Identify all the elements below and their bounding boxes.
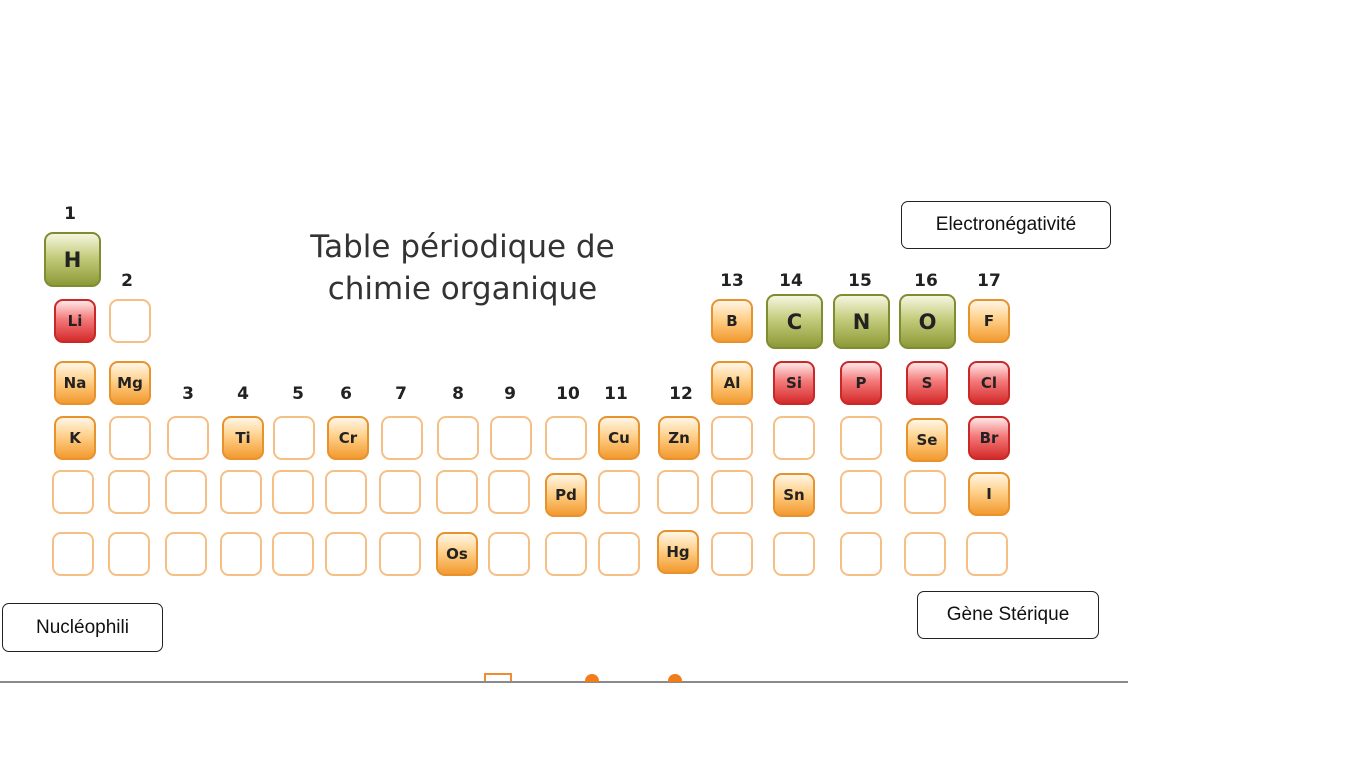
empty-cell — [545, 532, 587, 576]
element-ti: Ti — [222, 416, 264, 460]
empty-cell — [325, 532, 367, 576]
group-label: 16 — [914, 271, 938, 291]
empty-cell — [165, 532, 207, 576]
nucleophile-box: Nucléophili — [2, 603, 163, 652]
empty-cell — [379, 532, 421, 576]
empty-cell — [598, 470, 640, 514]
empty-cell — [108, 532, 150, 576]
empty-cell — [773, 416, 815, 460]
empty-cell — [488, 470, 530, 514]
group-label: 1 — [64, 204, 76, 224]
element-n: N — [833, 294, 890, 349]
empty-cell — [545, 416, 587, 460]
element-li: Li — [54, 299, 96, 343]
element-pd: Pd — [545, 473, 587, 517]
element-na: Na — [54, 361, 96, 405]
empty-cell — [52, 532, 94, 576]
group-label: 10 — [556, 384, 580, 404]
group-label: 2 — [121, 271, 133, 291]
element-mg: Mg — [109, 361, 151, 405]
chart-title — [300, 226, 625, 310]
empty-cell — [381, 416, 423, 460]
empty-cell — [220, 532, 262, 576]
electronegativity-box: Electronégativité — [901, 201, 1111, 249]
empty-cell — [711, 532, 753, 576]
empty-cell — [904, 532, 946, 576]
empty-cell — [657, 470, 699, 514]
empty-cell — [273, 416, 315, 460]
empty-cell — [840, 532, 882, 576]
empty-cell — [840, 470, 882, 514]
slider-handle[interactable] — [484, 673, 512, 681]
element-s: S — [906, 361, 948, 405]
group-label: 13 — [720, 271, 744, 291]
slide-dot-icon[interactable] — [668, 674, 682, 682]
element-si: Si — [773, 361, 815, 405]
empty-cell — [773, 532, 815, 576]
group-label: 17 — [977, 271, 1001, 291]
empty-cell — [52, 470, 94, 514]
empty-cell — [711, 470, 753, 514]
group-label: 4 — [237, 384, 249, 404]
steric-hindrance-box: Gène Stérique — [917, 591, 1099, 639]
empty-cell — [220, 470, 262, 514]
element-c: C — [766, 294, 823, 349]
empty-cell — [272, 532, 314, 576]
element-al: Al — [711, 361, 753, 405]
element-cr: Cr — [327, 416, 369, 460]
group-label: 3 — [182, 384, 194, 404]
empty-cell — [966, 532, 1008, 576]
element-zn: Zn — [658, 416, 700, 460]
group-label: 12 — [669, 384, 693, 404]
empty-cell — [325, 470, 367, 514]
group-label: 7 — [395, 384, 407, 404]
element-br: Br — [968, 416, 1010, 460]
group-label: 11 — [604, 384, 628, 404]
empty-cell — [436, 470, 478, 514]
element-k: K — [54, 416, 96, 460]
empty-cell — [272, 470, 314, 514]
empty-cell — [490, 416, 532, 460]
empty-cell — [711, 416, 753, 460]
empty-cell — [165, 470, 207, 514]
element-se: Se — [906, 418, 948, 462]
title-line-2: chimie organique — [327, 271, 598, 307]
element-os: Os — [436, 532, 478, 576]
empty-cell — [379, 470, 421, 514]
group-label: 15 — [848, 271, 872, 291]
group-label: 8 — [452, 384, 464, 404]
empty-cell — [437, 416, 479, 460]
title-line-1: Table périodique de — [310, 229, 615, 265]
empty-cell — [488, 532, 530, 576]
group-label: 5 — [292, 384, 304, 404]
element-b: B — [711, 299, 753, 343]
empty-cell — [109, 416, 151, 460]
slide-dot-icon[interactable] — [585, 674, 599, 682]
element-sn: Sn — [773, 473, 815, 517]
element-cu: Cu — [598, 416, 640, 460]
element-i: I — [968, 472, 1010, 516]
element-cl: Cl — [968, 361, 1010, 405]
element-p: P — [840, 361, 882, 405]
group-label: 6 — [340, 384, 352, 404]
element-f: F — [968, 299, 1010, 343]
group-label: 14 — [779, 271, 803, 291]
element-o: O — [899, 294, 956, 349]
empty-cell — [167, 416, 209, 460]
element-h: H — [44, 232, 101, 287]
empty-cell — [108, 470, 150, 514]
empty-cell — [109, 299, 151, 343]
element-hg: Hg — [657, 530, 699, 574]
empty-cell — [598, 532, 640, 576]
bottom-divider — [0, 681, 1128, 683]
group-label: 9 — [504, 384, 516, 404]
empty-cell — [840, 416, 882, 460]
empty-cell — [904, 470, 946, 514]
